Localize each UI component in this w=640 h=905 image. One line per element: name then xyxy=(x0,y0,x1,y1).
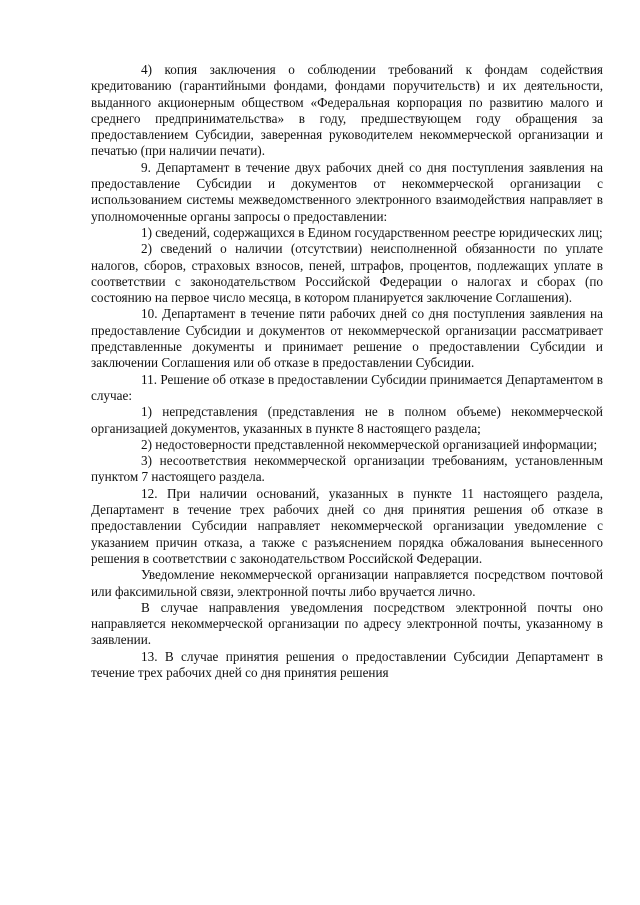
paragraph-item-13: 13. В случае принятия решения о предоставлении Субсидии Департамент в течение трех рабочих дней со дня принятия решения xyxy=(91,648,603,680)
paragraph-item-9-1: 1) сведений, содержащихся в Едином государственном реестре юридических лиц; xyxy=(141,224,603,240)
paragraph-notification-delivery: Уведомление некоммерческой организации направляется посредством почтовой или факсимильной связи, электронной почты либо вручается лично. xyxy=(91,567,603,599)
document-page xyxy=(91,62,603,681)
paragraph-email-notification: В случае направления уведомления посредством электронной почты оно направляется некоммерческой организации по адресу электронной почты, указанному в заявлении. xyxy=(91,599,603,648)
paragraph-item-9-2: 2) сведений о наличии (отсутствии) неисполненной обязанности по уплате налогов, сборов, страховых взносов, пеней, штрафов, процентов, подлежащих уплате в соответствии с законодательством Российской Федерации о налогах и сборах (по состоянию на первое число месяца, в котором планируется заключение Соглашения). xyxy=(91,241,603,306)
paragraph-copy-of-conclusion: 4) копия заключения о соблюдении требований к фондам содействия кредитованию (гарантийными фондами, фондами поручительств) и их деятельности, выданного акционерным обществом «Федеральная корпорация по развитию малого и среднего предпринимательства» в году, предшествующем году обращения за предоставлением Субсидии, заверенная руководителем некоммерческой организации и печатью (при наличии печати). xyxy=(91,62,603,159)
paragraph-item-12: 12. При наличии оснований, указанных в пункте 11 настоящего раздела, Департамент в течение трех рабочих дней со дня принятия решения об отказе в предоставлении Субсидии направляет некоммерческой организации уведомление с указанием причин отказа, а также с разъяснением порядка обжалования вынесенного решения в соответствии с законодательством Российской Федерации. xyxy=(91,485,603,566)
paragraph-item-11-2: 2) недостоверности представленной некоммерческой организацией информации; xyxy=(141,436,598,452)
paragraph-item-9: 9. Департамент в течение двух рабочих дней со дня поступления заявления на предоставление Субсидии и документов от некоммерческой организации с использованием системы межведомственного электронного взаимодействия направляет в уполномоченные органы запросы о предоставлении: xyxy=(91,159,603,224)
paragraph-item-10: 10. Департамент в течение пяти рабочих дней со дня поступления заявления на предоставление Субсидии и документов от некоммерческой организации рассматривает представленные документы и принимает решение о предоставлении Субсидии и заключении Соглашения или об отказе в предоставлении Субсидии. xyxy=(91,306,603,371)
paragraph-item-11-1: 1) непредставления (представления не в полном объеме) некоммерческой организацией документов, указанных в пункте 8 настоящего раздела; xyxy=(91,404,603,436)
paragraph-item-11: 11. Решение об отказе в предоставлении Субсидии принимается Департаментом в случае: xyxy=(91,371,603,403)
paragraph-item-11-3: 3) несоответствия некоммерческой организации требованиям, установленным пунктом 7 настоящего раздела. xyxy=(91,453,603,485)
